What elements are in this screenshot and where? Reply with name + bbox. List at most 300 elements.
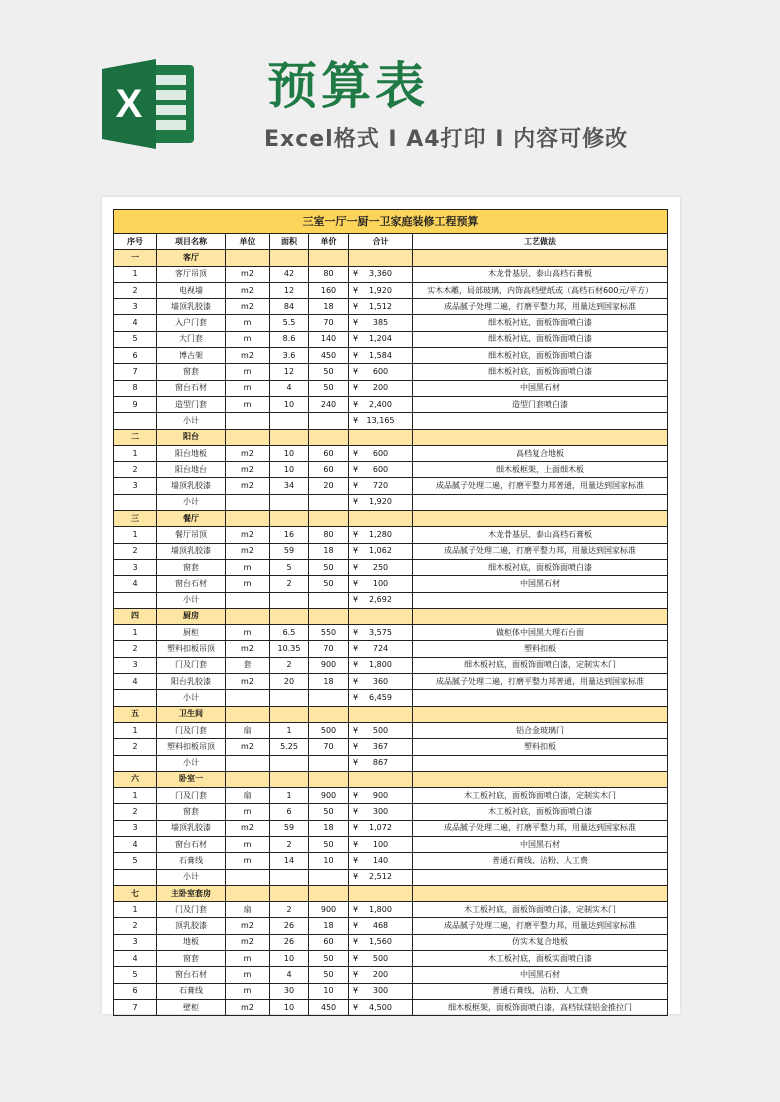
currency-symbol: ¥: [353, 660, 359, 670]
subtotal-empty-cell: [270, 494, 309, 510]
subtotal-empty-cell: [226, 413, 270, 429]
cell-name: 造型门套: [157, 396, 226, 412]
cell-name: 墙顶乳胶漆: [157, 543, 226, 559]
cell-price: 70: [309, 739, 349, 755]
total-value: 468: [372, 921, 389, 931]
section-header-row: [114, 885, 668, 901]
section-empty-cell: [226, 706, 270, 722]
subtotal-empty-cell: [413, 592, 668, 608]
cell-note: 做柜体中国黑大理石台面: [413, 625, 668, 641]
cell-total: [349, 657, 413, 673]
subtotal-empty-cell: [309, 690, 349, 706]
cell-price: 50: [309, 951, 349, 967]
section-number: 一: [114, 250, 157, 266]
cell-unit: m: [226, 559, 270, 575]
total-value: 1,280: [369, 529, 392, 539]
cell-total: [349, 592, 413, 608]
col-header-unit: 单位: [226, 234, 270, 250]
cell-price: 900: [309, 657, 349, 673]
total-value: 300: [372, 807, 389, 817]
total-value: 900: [372, 790, 389, 800]
cell-name: 窗套: [157, 804, 226, 820]
section-number: 六: [114, 771, 157, 787]
cell-unit: m: [226, 983, 270, 999]
total-value: 600: [372, 367, 389, 377]
cell-note: 细木板衬底，面板饰面喷白漆: [413, 315, 668, 331]
cell-area: 14: [270, 853, 309, 869]
cell-no: 4: [114, 315, 157, 331]
currency-symbol: ¥: [353, 986, 359, 996]
cell-no: 3: [114, 657, 157, 673]
total-value: 1,512: [369, 301, 392, 311]
cell-name: 门及门套: [157, 902, 226, 918]
cell-note: 铝合金玻璃门: [413, 722, 668, 738]
cell-no: 2: [114, 543, 157, 559]
cell-total: [349, 853, 413, 869]
cell-unit: m: [226, 396, 270, 412]
table-row: [114, 902, 668, 918]
subtotal-empty-cell: [309, 494, 349, 510]
subtotal-empty-cell: [226, 494, 270, 510]
col-header-total: 合计: [349, 234, 413, 250]
section-empty-cell: [309, 608, 349, 624]
cell-note: 细木板衬底，面板饰面喷白漆: [413, 348, 668, 364]
cell-name: 窗套: [157, 951, 226, 967]
cell-area: 1: [270, 722, 309, 738]
section-empty-cell: [349, 885, 413, 901]
cell-total: [349, 902, 413, 918]
cell-area: 84: [270, 299, 309, 315]
section-number: 七: [114, 885, 157, 901]
cell-no: 1: [114, 902, 157, 918]
cell-total: [349, 739, 413, 755]
subtotal-empty-cell: [114, 494, 157, 510]
section-header-row: [114, 771, 668, 787]
cell-unit: m2: [226, 543, 270, 559]
cell-no: 5: [114, 967, 157, 983]
table-row: [114, 804, 668, 820]
table-row: [114, 967, 668, 983]
cell-name: 阳台地板: [157, 445, 226, 461]
cell-name: 窗台石材: [157, 380, 226, 396]
currency-symbol: ¥: [353, 676, 359, 686]
table-row: [114, 364, 668, 380]
cell-unit: m: [226, 836, 270, 852]
section-empty-cell: [226, 771, 270, 787]
cell-note: 实木木雕，局部玻璃，内饰高档壁纸或（高档石材600元/平方）: [413, 282, 668, 298]
column-header-row: [114, 234, 668, 250]
cell-total: [349, 543, 413, 559]
cell-area: 10: [270, 445, 309, 461]
total-value: 140: [372, 855, 389, 865]
cell-note: 中国黑石材: [413, 836, 668, 852]
cell-total: [349, 625, 413, 641]
currency-symbol: ¥: [353, 725, 359, 735]
currency-symbol: ¥: [353, 367, 359, 377]
currency-symbol: ¥: [353, 970, 359, 979]
table-row: [114, 951, 668, 967]
total-value: 1,560: [369, 937, 392, 947]
page-subtitle: Excel格式 I A4打印 I 内容可修改: [264, 127, 629, 152]
cell-no: 2: [114, 282, 157, 298]
table-row: [114, 559, 668, 575]
subtotal-empty-cell: [309, 755, 349, 771]
cell-name: 壁柜: [157, 999, 226, 1015]
table-row: [114, 348, 668, 364]
cell-area: 2: [270, 836, 309, 852]
subtotal-empty-cell: [114, 690, 157, 706]
cell-price: 70: [309, 641, 349, 657]
table-row: [114, 445, 668, 461]
currency-symbol: ¥: [353, 872, 359, 882]
section-name: 客厅: [157, 250, 226, 266]
cell-note: 中国黑石材: [413, 967, 668, 983]
cell-no: 1: [114, 722, 157, 738]
cell-no: 4: [114, 836, 157, 852]
total-value: 4,500: [369, 1002, 392, 1012]
cell-price: 18: [309, 674, 349, 690]
currency-symbol: ¥: [353, 855, 359, 865]
cell-unit: 扇: [226, 722, 270, 738]
cell-unit: m2: [226, 739, 270, 755]
cell-price: 140: [309, 331, 349, 347]
cell-no: 5: [114, 853, 157, 869]
cell-area: 59: [270, 543, 309, 559]
cell-name: 窗台石材: [157, 967, 226, 983]
cell-total: [349, 967, 413, 983]
cell-unit: m2: [226, 266, 270, 282]
subtotal-empty-cell: [114, 755, 157, 771]
table-row: [114, 527, 668, 543]
section-empty-cell: [349, 250, 413, 266]
section-empty-cell: [226, 885, 270, 901]
currency-symbol: ¥: [353, 481, 359, 491]
cell-unit: m2: [226, 820, 270, 836]
cell-area: 2: [270, 576, 309, 592]
currency-symbol: ¥: [353, 758, 359, 768]
subtotal-empty-cell: [114, 592, 157, 608]
section-name: 卫生间: [157, 706, 226, 722]
cell-note: 木龙骨基层、泰山高档石膏板: [413, 266, 668, 282]
cell-no: 7: [114, 999, 157, 1015]
section-name: 阳台: [157, 429, 226, 445]
cell-unit: m2: [226, 674, 270, 690]
cell-name: 大门套: [157, 331, 226, 347]
cell-price: 160: [309, 282, 349, 298]
currency-symbol: ¥: [353, 562, 359, 572]
section-number: 四: [114, 608, 157, 624]
subtotal-empty-cell: [309, 869, 349, 885]
cell-note: 细木板框架，上面细木板: [413, 462, 668, 478]
table-row: [114, 820, 668, 836]
subtotal-empty-cell: [114, 413, 157, 429]
section-name: 餐厅: [157, 511, 226, 527]
cell-area: 5.5: [270, 315, 309, 331]
cell-unit: m2: [226, 527, 270, 543]
table-row: [114, 282, 668, 298]
cell-area: 26: [270, 934, 309, 950]
cell-note: 高档复合地板: [413, 445, 668, 461]
cell-total: [349, 641, 413, 657]
section-empty-cell: [226, 250, 270, 266]
table-row: [114, 853, 668, 869]
subtotal-empty-cell: [270, 413, 309, 429]
currency-symbol: ¥: [353, 301, 359, 311]
cell-note: 中国黑石材: [413, 576, 668, 592]
cell-note: 普通石膏线、沾粉、人工费: [413, 853, 668, 869]
total-value: 13,165: [366, 415, 395, 425]
currency-symbol: ¥: [353, 464, 359, 474]
section-empty-cell: [270, 429, 309, 445]
section-empty-cell: [270, 885, 309, 901]
cell-price: 20: [309, 478, 349, 494]
cell-name: 客厅吊顶: [157, 266, 226, 282]
total-value: 500: [372, 953, 389, 963]
cell-unit: 扇: [226, 902, 270, 918]
cell-area: 10: [270, 462, 309, 478]
cell-no: 6: [114, 983, 157, 999]
table-row: [114, 396, 668, 412]
table-row: [114, 266, 668, 282]
cell-no: 5: [114, 331, 157, 347]
cell-no: 9: [114, 396, 157, 412]
cell-unit: m: [226, 951, 270, 967]
cell-total: [349, 364, 413, 380]
cell-price: 50: [309, 380, 349, 396]
currency-symbol: ¥: [353, 448, 359, 458]
section-header-row: [114, 511, 668, 527]
section-number: 三: [114, 511, 157, 527]
col-header-note: 工艺做法: [413, 234, 668, 250]
currency-symbol: ¥: [353, 595, 359, 605]
cell-note: 成品腻子处理二遍，打磨平整力邦普通，用量达到国家标准: [413, 478, 668, 494]
section-header-row: [114, 706, 668, 722]
cell-no: 2: [114, 804, 157, 820]
cell-total: [349, 918, 413, 934]
cell-area: 10: [270, 396, 309, 412]
cell-note: 细木板衬底，面板饰面喷白漆: [413, 331, 668, 347]
subtotal-empty-cell: [309, 413, 349, 429]
cell-total: [349, 445, 413, 461]
total-value: 2,400: [369, 399, 392, 409]
cell-name: 塑料扣板吊顶: [157, 641, 226, 657]
currency-symbol: ¥: [353, 415, 359, 425]
cell-price: 450: [309, 999, 349, 1015]
total-value: 250: [372, 562, 389, 572]
cell-price: 18: [309, 543, 349, 559]
cell-area: 5.25: [270, 739, 309, 755]
cell-name: 石膏线: [157, 983, 226, 999]
table-row: [114, 331, 668, 347]
cell-area: 59: [270, 820, 309, 836]
table-row: [114, 739, 668, 755]
subtotal-row: [114, 755, 668, 771]
cell-area: 5: [270, 559, 309, 575]
section-empty-cell: [309, 885, 349, 901]
section-empty-cell: [349, 429, 413, 445]
section-empty-cell: [226, 429, 270, 445]
table-row: [114, 576, 668, 592]
subtotal-empty-cell: [114, 869, 157, 885]
cell-area: 10: [270, 951, 309, 967]
total-value: 1,062: [369, 546, 392, 556]
subtotal-row: [114, 690, 668, 706]
cell-price: 50: [309, 804, 349, 820]
table-row: [114, 983, 668, 999]
cell-price: 80: [309, 266, 349, 282]
cell-price: 60: [309, 462, 349, 478]
total-value: 6,459: [369, 692, 392, 702]
section-empty-cell: [226, 511, 270, 527]
col-header-area: 面积: [270, 234, 309, 250]
col-header-no: 序号: [114, 234, 157, 250]
subtotal-empty-cell: [413, 413, 668, 429]
subtotal-row: [114, 413, 668, 429]
cell-note: 细木板衬底，面板饰面喷白漆，定制实木门: [413, 657, 668, 673]
subtotal-row: [114, 592, 668, 608]
svg-text:X: X: [115, 82, 143, 126]
cell-unit: 套: [226, 657, 270, 673]
total-value: 360: [372, 676, 389, 686]
table-row: [114, 462, 668, 478]
cell-price: 900: [309, 788, 349, 804]
cell-name: 阳台地台: [157, 462, 226, 478]
cell-unit: m2: [226, 999, 270, 1015]
cell-price: 50: [309, 576, 349, 592]
total-value: 600: [372, 448, 389, 458]
cell-note: 成品腻子处理二遍，打磨平整力邦，用量达到国家标准: [413, 543, 668, 559]
total-value: 1,920: [369, 285, 392, 295]
cell-no: 6: [114, 348, 157, 364]
cell-total: [349, 315, 413, 331]
table-row: [114, 543, 668, 559]
cell-name: 窗台石材: [157, 836, 226, 852]
total-value: 724: [372, 644, 389, 654]
cell-price: 10: [309, 853, 349, 869]
currency-symbol: ¥: [353, 790, 359, 800]
cell-note: 塑料扣板: [413, 739, 668, 755]
section-empty-cell: [309, 706, 349, 722]
cell-name: 门及门套: [157, 722, 226, 738]
section-empty-cell: [349, 771, 413, 787]
cell-price: 18: [309, 918, 349, 934]
cell-total: [349, 983, 413, 999]
total-value: 1,800: [369, 904, 392, 914]
section-empty-cell: [309, 250, 349, 266]
table-row: [114, 478, 668, 494]
cell-area: 10.35: [270, 641, 309, 657]
subtotal-label: 小计: [157, 413, 226, 429]
cell-unit: m2: [226, 918, 270, 934]
cell-no: 1: [114, 788, 157, 804]
cell-total: [349, 755, 413, 771]
section-empty-cell: [413, 250, 668, 266]
subtotal-label: 小计: [157, 494, 226, 510]
total-value: 600: [372, 464, 389, 474]
currency-symbol: ¥: [353, 399, 359, 409]
currency-symbol: ¥: [353, 497, 359, 507]
currency-symbol: ¥: [353, 937, 359, 947]
cell-total: [349, 413, 413, 429]
currency-symbol: ¥: [353, 529, 359, 539]
cell-name: 顶乳胶漆: [157, 918, 226, 934]
cell-name: 墙顶乳胶漆: [157, 820, 226, 836]
cell-note: 木工板衬底，面板实面喷白漆: [413, 951, 668, 967]
subtotal-empty-cell: [270, 592, 309, 608]
cell-name: 墙顶乳胶漆: [157, 478, 226, 494]
total-value: 2,512: [369, 872, 392, 882]
cell-unit: m2: [226, 462, 270, 478]
cell-total: [349, 951, 413, 967]
cell-name: 门及门套: [157, 657, 226, 673]
cell-no: 3: [114, 934, 157, 950]
cell-unit: m: [226, 364, 270, 380]
cell-note: 细木板衬底，面板饰面喷白漆: [413, 364, 668, 380]
cell-total: [349, 576, 413, 592]
cell-area: 6.5: [270, 625, 309, 641]
cell-total: [349, 478, 413, 494]
section-number: 五: [114, 706, 157, 722]
subtotal-empty-cell: [413, 869, 668, 885]
total-value: 3,360: [369, 269, 392, 279]
cell-note: 造型门套喷白漆: [413, 396, 668, 412]
cell-no: 1: [114, 266, 157, 282]
table-row: [114, 674, 668, 690]
cell-area: 2: [270, 902, 309, 918]
cell-area: 12: [270, 282, 309, 298]
total-value: 300: [372, 986, 389, 996]
cell-price: 70: [309, 315, 349, 331]
cell-unit: m: [226, 804, 270, 820]
subtotal-empty-cell: [270, 869, 309, 885]
cell-name: 电视墙: [157, 282, 226, 298]
cell-unit: m2: [226, 934, 270, 950]
section-name: 厨房: [157, 608, 226, 624]
cell-no: 3: [114, 559, 157, 575]
cell-total: [349, 934, 413, 950]
currency-symbol: ¥: [353, 741, 359, 751]
cell-name: 石膏线: [157, 853, 226, 869]
cell-no: 2: [114, 641, 157, 657]
currency-symbol: ¥: [353, 807, 359, 817]
cell-total: [349, 348, 413, 364]
section-empty-cell: [413, 608, 668, 624]
cell-area: 26: [270, 918, 309, 934]
section-empty-cell: [309, 429, 349, 445]
total-value: 3,575: [369, 627, 392, 637]
cell-name: 窗套: [157, 364, 226, 380]
subtotal-empty-cell: [226, 755, 270, 771]
subtotal-empty-cell: [413, 494, 668, 510]
table-row: [114, 836, 668, 852]
cell-unit: m: [226, 576, 270, 592]
table-row: [114, 934, 668, 950]
currency-symbol: ¥: [353, 546, 359, 556]
table-row: [114, 722, 668, 738]
subtotal-label: 小计: [157, 755, 226, 771]
subtotal-empty-cell: [309, 592, 349, 608]
table-row: [114, 657, 668, 673]
cell-no: 3: [114, 820, 157, 836]
cell-unit: m: [226, 315, 270, 331]
cell-name: 地板: [157, 934, 226, 950]
table-row: [114, 918, 668, 934]
cell-note: 木工板衬底，面板饰面喷白漆: [413, 804, 668, 820]
cell-area: 10: [270, 999, 309, 1015]
currency-symbol: ¥: [353, 383, 359, 393]
table-row: [114, 788, 668, 804]
section-empty-cell: [413, 511, 668, 527]
